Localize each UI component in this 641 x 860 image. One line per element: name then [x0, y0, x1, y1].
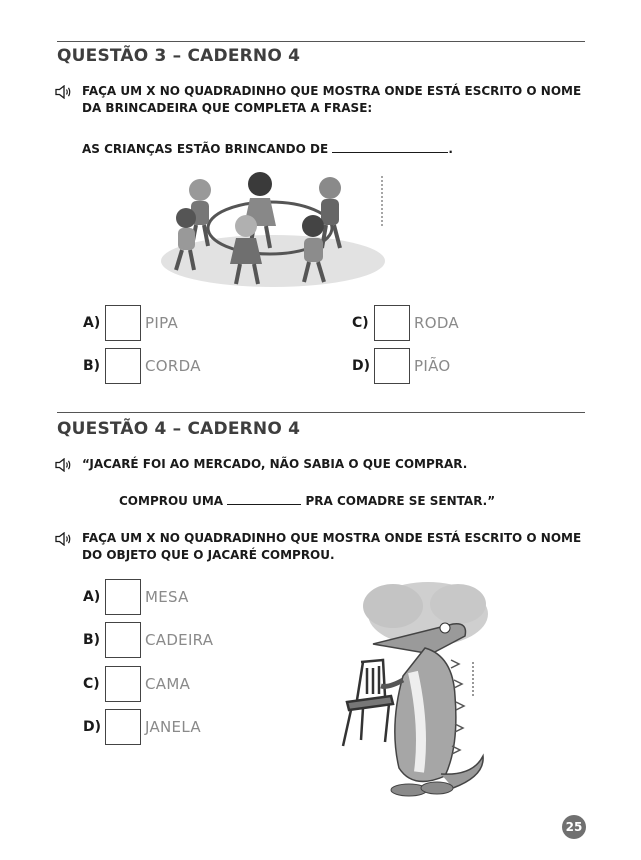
q3-option-d: D) PIÃO	[352, 347, 450, 385]
q4-option-d-checkbox[interactable]	[105, 709, 141, 745]
q3-option-d-checkbox[interactable]	[374, 348, 410, 384]
answer-blank	[227, 494, 301, 505]
speaker-icon	[55, 85, 73, 99]
q3-option-b: B) CORDA	[83, 347, 201, 385]
q4-option-a-checkbox[interactable]	[105, 579, 141, 615]
crocodile-with-chair-illustration	[333, 576, 493, 808]
q4-option-c-checkbox[interactable]	[105, 666, 141, 702]
question-4-instruction: FAÇA UM X NO QUADRADINHO QUE MOSTRA ONDE ESTÁ ESCRITO O NOME DO OBJETO QUE O JACARÉ COMPROU.	[55, 530, 585, 564]
q3-option-a-checkbox[interactable]	[105, 305, 141, 341]
q4-option-d: D) JANELA	[83, 708, 201, 746]
top-divider	[57, 41, 585, 42]
middle-divider	[57, 412, 585, 413]
q4-option-c: C) CAMA	[83, 665, 190, 703]
children-circle-illustration	[158, 166, 388, 291]
answer-blank	[332, 142, 448, 153]
q3-option-c: C) RODA	[352, 304, 459, 342]
q4-option-a: A) MESA	[83, 578, 189, 616]
speaker-icon	[55, 458, 73, 472]
question-4-title: QUESTÃO 4 – CADERNO 4	[57, 419, 301, 439]
question-3-instruction: FAÇA UM X NO QUADRADINHO QUE MOSTRA ONDE ESTÁ ESCRITO O NOME DA BRINCADEIRA QUE COMPLETA A FRASE:	[55, 83, 585, 117]
speaker-icon	[55, 532, 73, 546]
q3-option-b-checkbox[interactable]	[105, 348, 141, 384]
q3-option-a: A) PIPA	[83, 304, 178, 342]
page-number-badge: 25	[562, 815, 586, 839]
question-4-verse-line-1: “JACARÉ FOI AO MERCADO, NÃO SABIA O QUE COMPRAR.	[55, 456, 585, 473]
question-3-sentence: AS CRIANÇAS ESTÃO BRINCANDO DE .	[82, 142, 453, 156]
q4-option-b: B) CADEIRA	[83, 621, 213, 659]
q4-option-b-checkbox[interactable]	[105, 622, 141, 658]
question-3-title: QUESTÃO 3 – CADERNO 4	[57, 46, 301, 66]
q3-option-c-checkbox[interactable]	[374, 305, 410, 341]
question-4-verse-line-2: COMPROU UMA PRA COMADRE SE SENTAR.”	[119, 494, 496, 508]
